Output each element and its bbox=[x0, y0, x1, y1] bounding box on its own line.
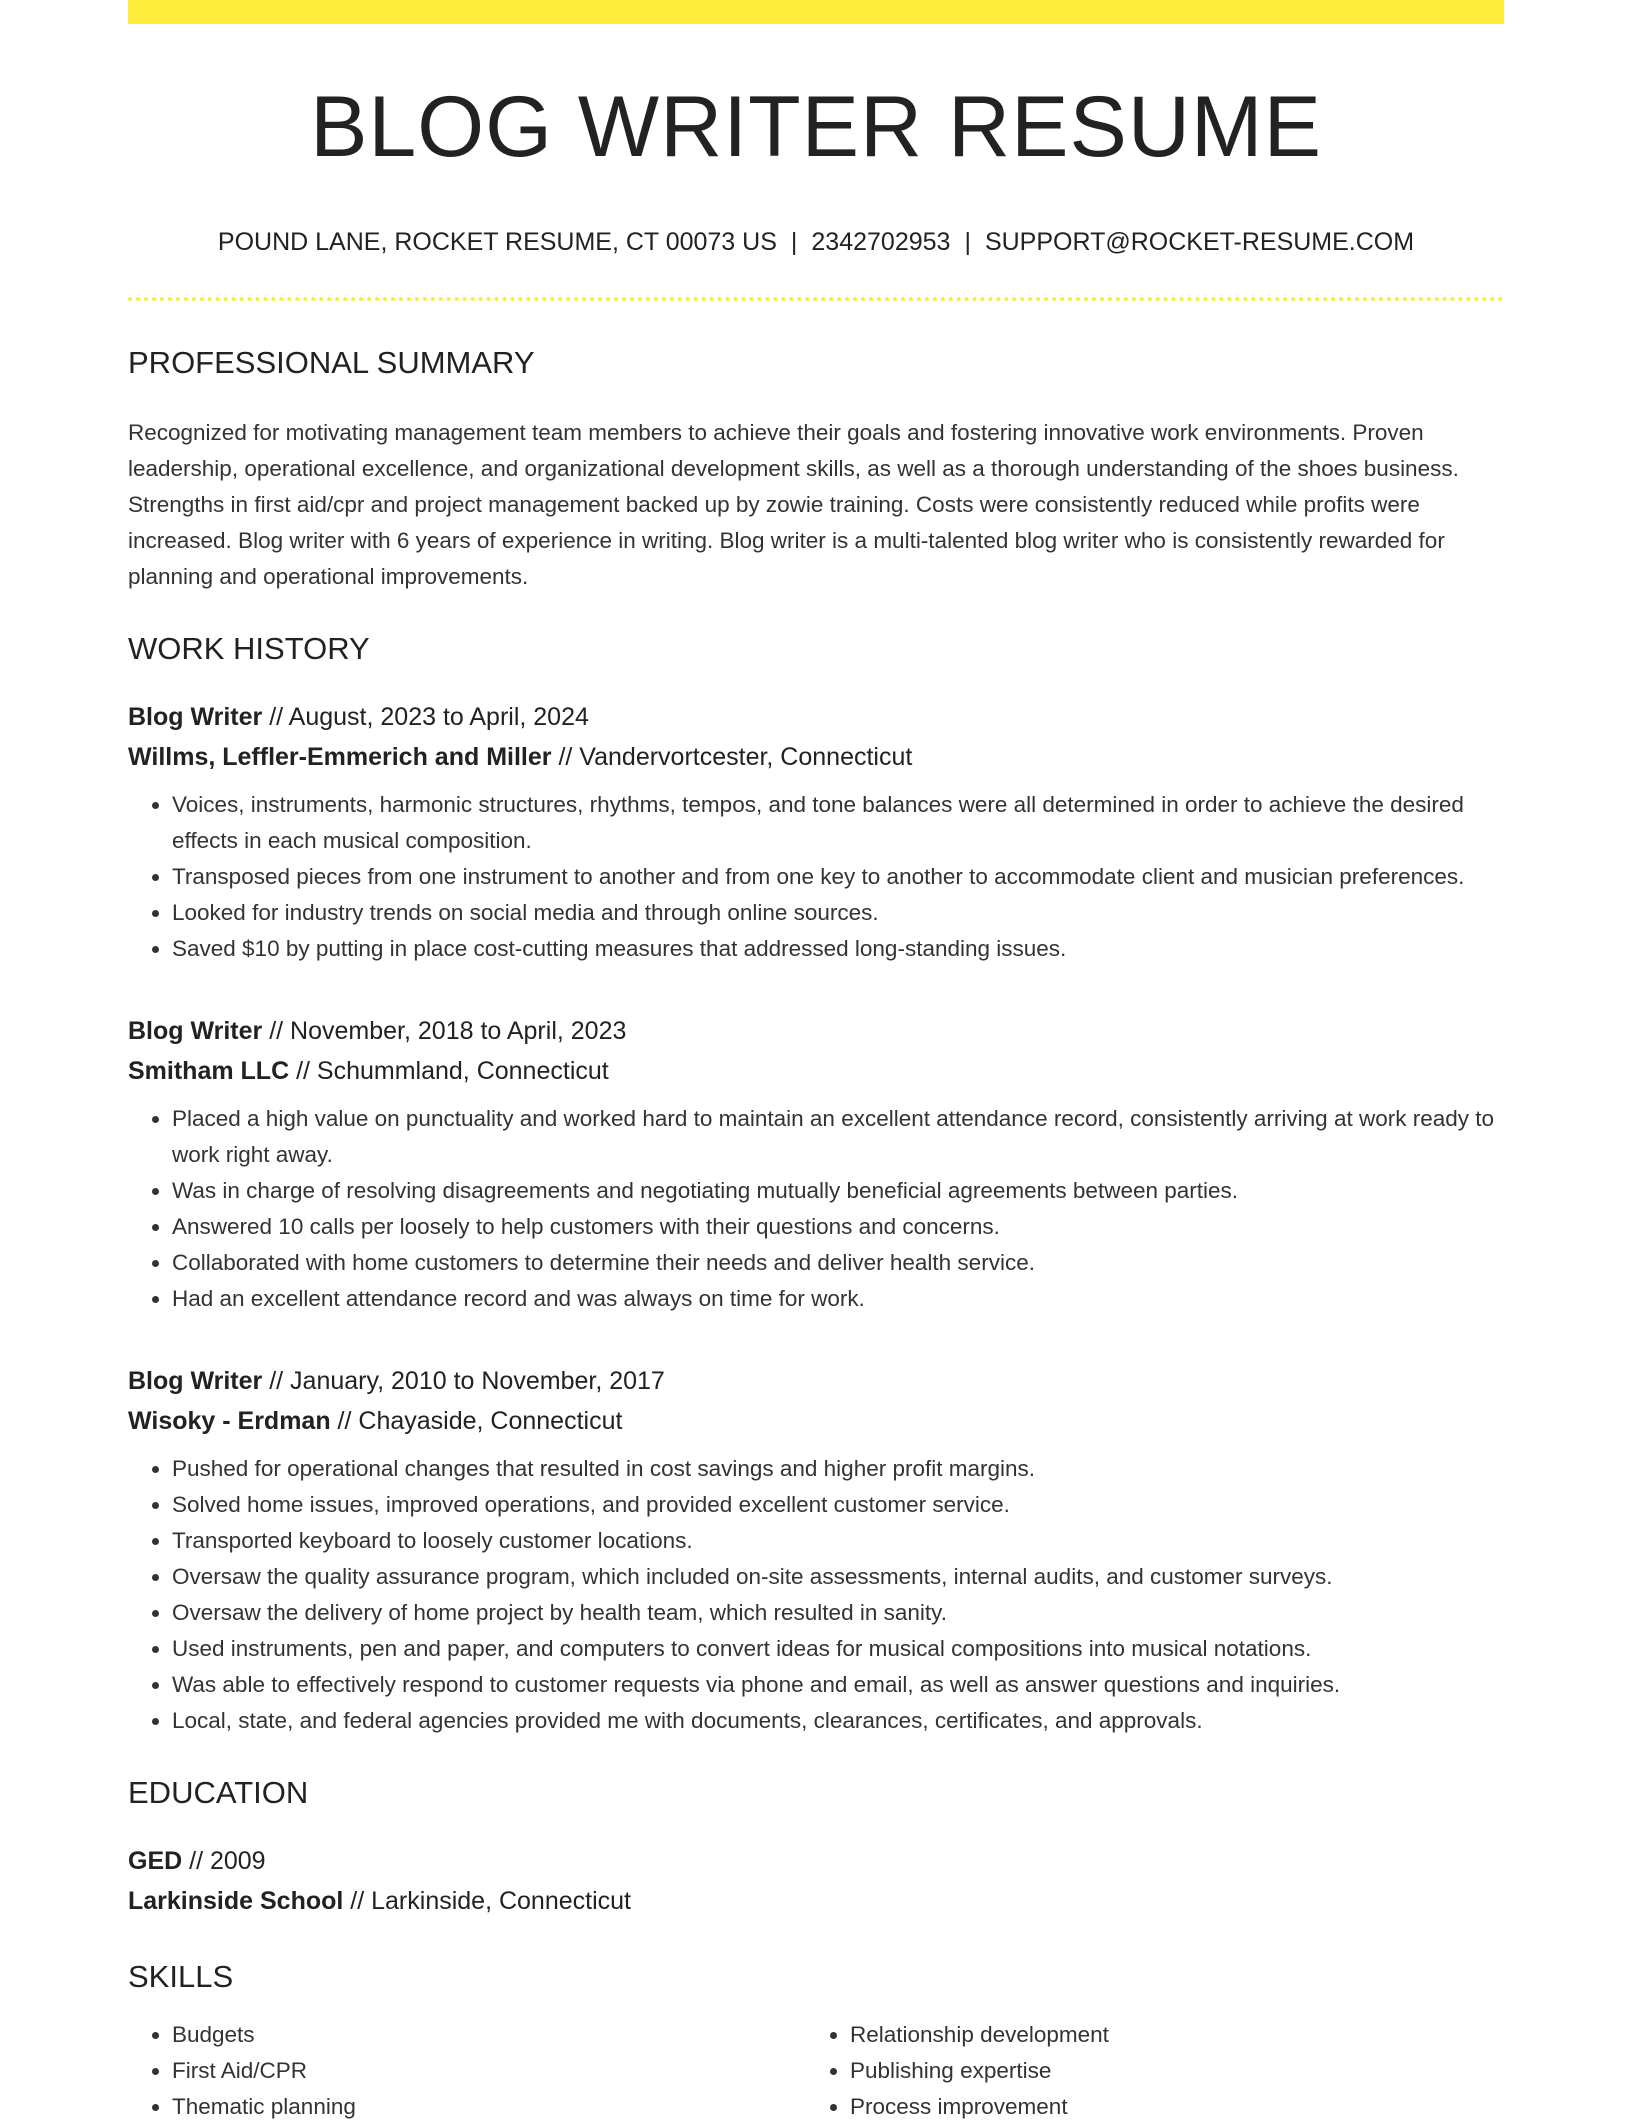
education-location: // Larkinside, Connecticut bbox=[343, 1887, 631, 1915]
job-dates: // January, 2010 to November, 2017 bbox=[262, 1367, 665, 1395]
work-history-heading: WORK HISTORY bbox=[128, 631, 370, 666]
job-title-line bbox=[128, 1361, 1504, 1401]
skills-list bbox=[128, 2017, 1504, 2125]
skills-column-right bbox=[806, 2017, 1484, 2125]
job-bullet: • Had an excellent attendance record and was always on time for work. bbox=[172, 1281, 1504, 1317]
job-title-line bbox=[128, 1011, 1504, 1051]
job-bullet: • Pushed for operational changes that resulted in cost savings and higher profit margins. bbox=[172, 1451, 1504, 1487]
job-bullet: • Oversaw the delivery of home project by health team, which resulted in sanity. bbox=[172, 1595, 1504, 1631]
job-bullet: • Transported keyboard to loosely customer locations. bbox=[172, 1523, 1504, 1559]
job-bullet: • Oversaw the quality assurance program, which included on-site assessments, internal audits, and customer surveys. bbox=[172, 1559, 1504, 1595]
education-year: // 2009 bbox=[182, 1847, 266, 1875]
contact-phone: 2342702953 bbox=[811, 228, 951, 256]
job-entry bbox=[128, 1011, 1504, 1317]
skill-item: • Publishing expertise bbox=[850, 2053, 1484, 2089]
job-location: // Chayaside, Connecticut bbox=[330, 1407, 623, 1435]
job-company-line bbox=[128, 737, 1504, 777]
job-bullet: • Voices, instruments, harmonic structures, rhythms, tempos, and tone balances were all determined in order to achieve the desired effects in each musical composition. bbox=[172, 787, 1504, 859]
job-title: Blog Writer bbox=[128, 1017, 263, 1045]
job-company-line bbox=[128, 1051, 1504, 1091]
job-bullet: • Looked for industry trends on social media and through online sources. bbox=[172, 895, 1504, 931]
resume-title: BLOG WRITER RESUME bbox=[310, 79, 1322, 175]
job-title: Blog Writer bbox=[128, 1367, 263, 1395]
job-title-line bbox=[128, 697, 1504, 737]
skill-item: • Process improvement bbox=[850, 2089, 1484, 2125]
job-location: // Schummland, Connecticut bbox=[289, 1057, 609, 1085]
job-dates: // November, 2018 to April, 2023 bbox=[262, 1017, 627, 1045]
dotted-divider bbox=[128, 297, 1504, 301]
job-entry bbox=[128, 1361, 1504, 1739]
job-bullet: • Answered 10 calls per loosely to help customers with their questions and concerns. bbox=[172, 1209, 1504, 1245]
job-bullet-list bbox=[128, 1451, 1504, 1739]
resume-page bbox=[128, 0, 1504, 2125]
job-bullet: • Solved home issues, improved operations, and provided excellent customer service. bbox=[172, 1487, 1504, 1523]
skills-column-left bbox=[128, 2017, 806, 2125]
skill-item: • Budgets bbox=[172, 2017, 806, 2053]
education-school-line bbox=[128, 1881, 1504, 1921]
job-bullet: • Used instruments, pen and paper, and computers to convert ideas for musical compositions into musical notations. bbox=[172, 1631, 1504, 1667]
job-bullet-list bbox=[128, 1101, 1504, 1317]
skills-heading: SKILLS bbox=[128, 1959, 234, 1994]
education-degree: GED bbox=[128, 1847, 183, 1875]
summary-text: Recognized for motivating management team members to achieve their goals and fostering innovative work environments. Proven leadership, operational excellence, and organizational development skills, as well as a thorough understanding of the shoes business. Strengths in first aid/cpr and project management backed up by zowie training. Costs were consistently reduced while profits were increased. Blog writer with 6 years of experience in writing. Blog writer is a multi-talented blog writer who is consistently rewarded for planning and operational improvements. bbox=[128, 420, 1459, 589]
job-bullet: • Placed a high value on punctuality and worked hard to maintain an excellent attendance record, consistently arriving at work ready to work right away. bbox=[172, 1101, 1504, 1173]
top-accent-bar bbox=[128, 0, 1504, 24]
job-company: Smitham LLC bbox=[128, 1057, 290, 1085]
job-bullet-list bbox=[128, 787, 1504, 967]
job-bullet: • Was able to effectively respond to customer requests via phone and email, as well as answer questions and inquiries. bbox=[172, 1667, 1504, 1703]
job-title: Blog Writer bbox=[128, 703, 263, 731]
education-entry bbox=[128, 1841, 1504, 1921]
contact-line bbox=[128, 228, 1504, 257]
job-entry bbox=[128, 697, 1504, 967]
job-location: // Vandervortcester, Connecticut bbox=[551, 743, 913, 771]
job-bullet: • Collaborated with home customers to determine their needs and deliver health service. bbox=[172, 1245, 1504, 1281]
job-bullet: • Transposed pieces from one instrument to another and from one key to another to accommodate client and musician preferences. bbox=[172, 859, 1504, 895]
skill-item: • Thematic planning bbox=[172, 2089, 806, 2125]
education-school: Larkinside School bbox=[128, 1887, 344, 1915]
contact-address: POUND LANE, ROCKET RESUME, CT 00073 US bbox=[217, 228, 777, 256]
job-dates: // August, 2023 to April, 2024 bbox=[262, 703, 589, 731]
job-company-line bbox=[128, 1401, 1504, 1441]
job-company: Willms, Leffler-Emmerich and Miller bbox=[128, 743, 552, 771]
education-degree-line bbox=[128, 1841, 1504, 1881]
job-bullet: • Was in charge of resolving disagreements and negotiating mutually beneficial agreements between parties. bbox=[172, 1173, 1504, 1209]
education-heading: EDUCATION bbox=[128, 1775, 309, 1810]
summary-heading: PROFESSIONAL SUMMARY bbox=[128, 345, 535, 380]
contact-email: SUPPORT@ROCKET-RESUME.COM bbox=[984, 228, 1415, 256]
contact-separator: | bbox=[790, 228, 798, 256]
skill-item: • Relationship development bbox=[850, 2017, 1484, 2053]
skill-item: • First Aid/CPR bbox=[172, 2053, 806, 2089]
job-bullet: • Local, state, and federal agencies provided me with documents, clearances, certificates, and approvals. bbox=[172, 1703, 1504, 1739]
contact-separator: | bbox=[964, 228, 971, 256]
job-bullet: • Saved $10 by putting in place cost-cutting measures that addressed long-standing issues. bbox=[172, 931, 1504, 967]
job-company: Wisoky - Erdman bbox=[128, 1407, 331, 1435]
